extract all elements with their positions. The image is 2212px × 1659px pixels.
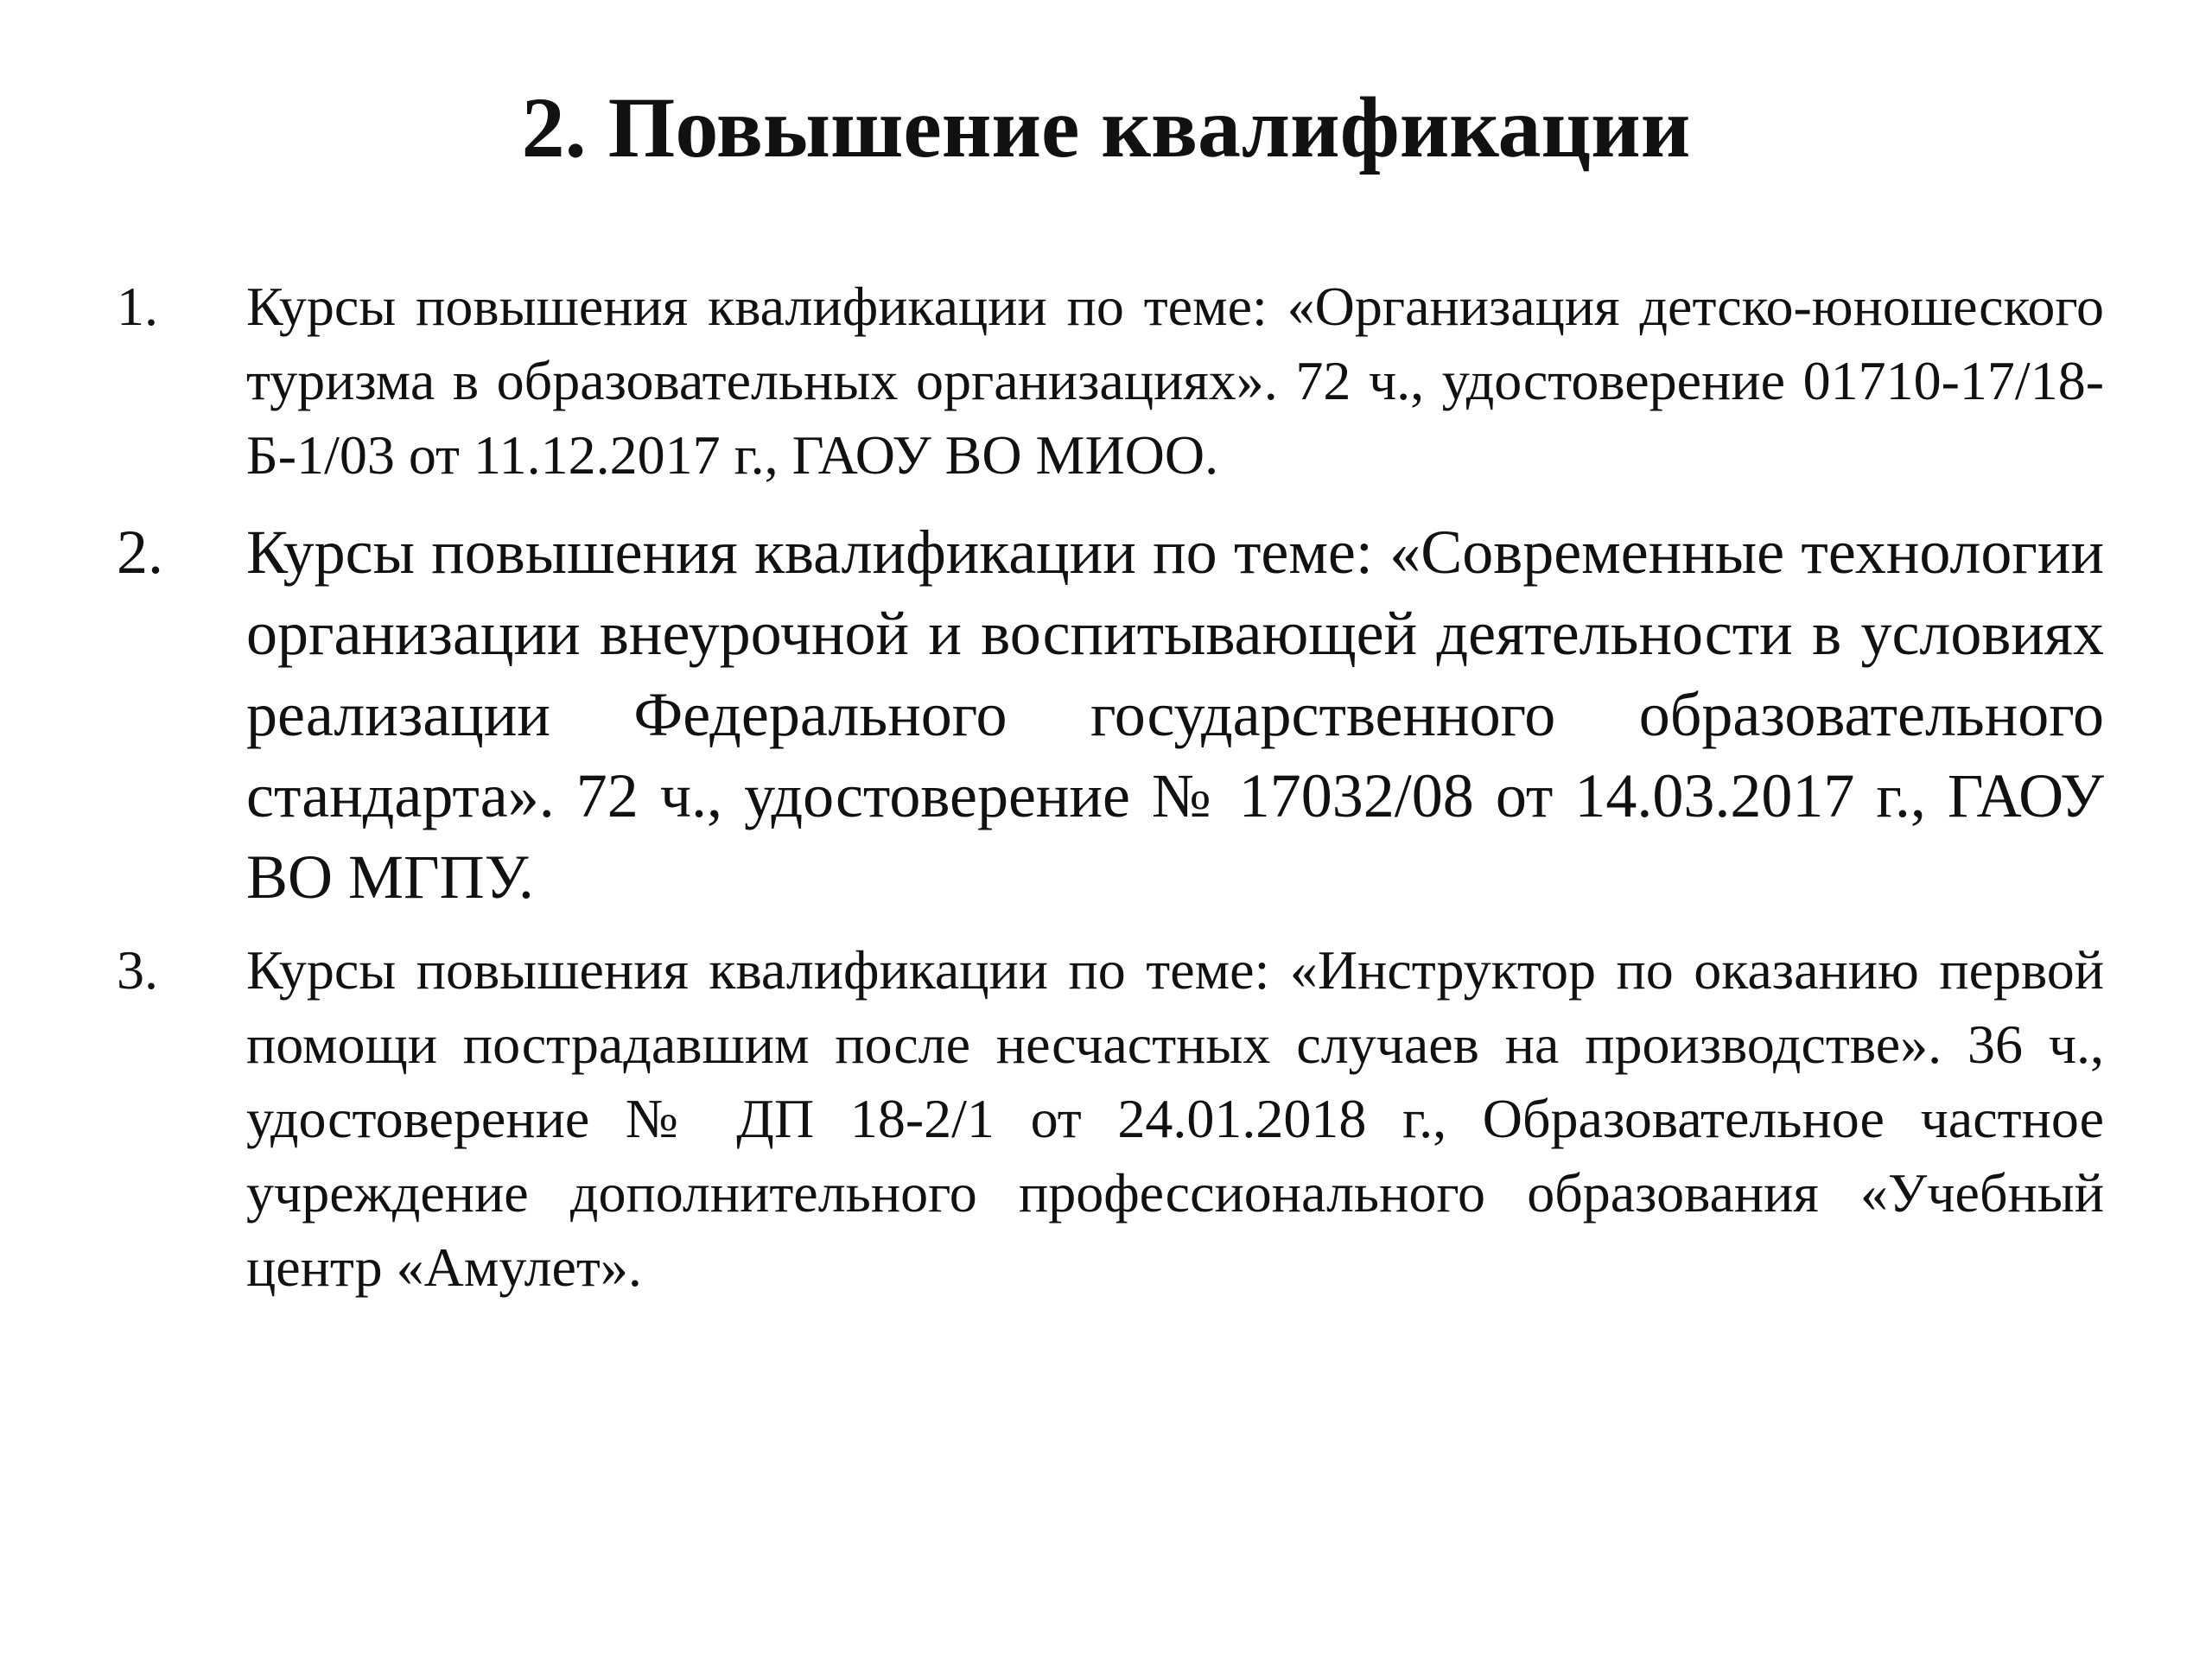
list-item-number: 2. <box>117 518 163 587</box>
list-item-number: 1. <box>117 276 158 337</box>
list-item <box>117 270 2104 493</box>
list-item <box>117 933 2104 1305</box>
list-item <box>117 512 2104 918</box>
list-item-text: Курсы повышения квалификации по теме: «Инструктор по оказанию первой помощи пострадавшим после несчастных случаев на производстве». 36 ч., удостоверение № ДП 18-2/1 от 24.01.2018 г., Образовательное частное учреждение дополнительного профессионального образования «Учебный центр «Амулет». <box>246 939 2104 1298</box>
list-item-text: Курсы повышения квалификации по теме: «Организация детско-юношеского туризма в образовательных организациях». 72 ч., удостоверение 01710-17/18-Б-1/03 от 11.12.2017 г., ГАОУ ВО МИОО. <box>246 276 2104 486</box>
slide-title: 2. Повышение квалификации <box>521 79 1691 175</box>
list-item-text: Курсы повышения квалификации по теме: «Современные технологии организации внеурочной и воспитывающей деятельности в условиях реализации Федерального государственного образовательного стандарта». 72 ч., удостоверение № 17032/08 от 14.03.2017 г., ГАОУ ВО МГПУ. <box>246 518 2104 912</box>
qualification-list <box>117 270 2104 1305</box>
list-item-number: 3. <box>117 939 158 1001</box>
